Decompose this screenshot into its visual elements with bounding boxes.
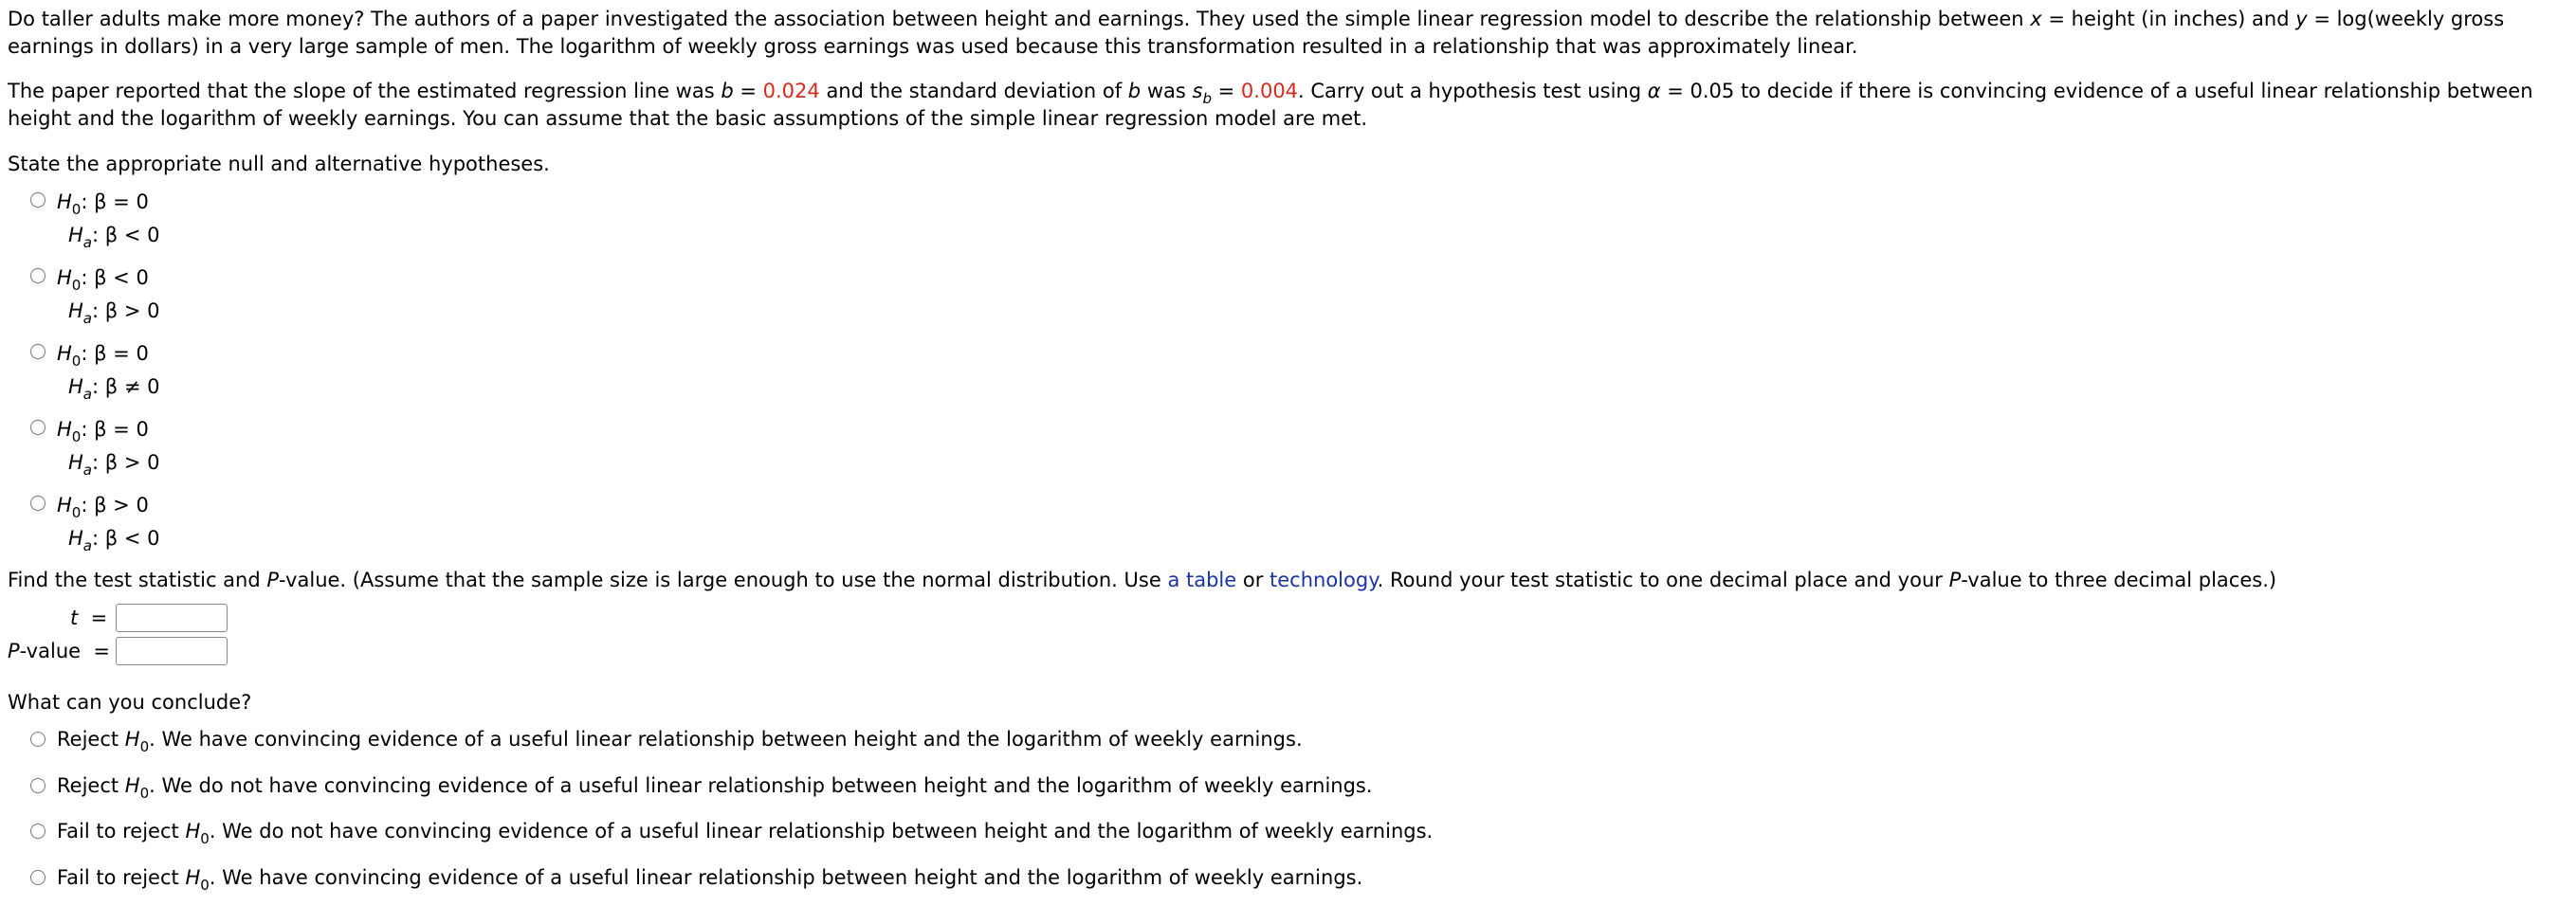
conclusion-prompt: What can you conclude? — [8, 691, 252, 714]
radio-button[interactable] — [30, 496, 46, 511]
intro-text: = height (in inches) and — [2041, 8, 2296, 30]
given-text: = 0.05 to decide if there is convincing evidence of a useful linear relationship between height and the logarithm of weekly earnings. You can assume that the basic assumptions of the simple linear regression model are met. — [8, 80, 2533, 130]
alternative-hypothesis: $H_a$: β < 0 — [68, 224, 160, 251]
alternative-hypothesis: $H_a$: β > 0 — [68, 451, 160, 479]
slope-symbol: b — [1127, 80, 1142, 102]
given-text: was — [1141, 80, 1193, 102]
sd-subscript: b — [1202, 90, 1212, 107]
t-statistic-input[interactable] — [116, 604, 228, 632]
test-prompt-text: -value. (Assume that the sample size is large enough to use the normal distribution. Use — [279, 569, 1168, 591]
given-text: . Carry out a hypothesis test using — [1298, 80, 1648, 102]
radio-button[interactable] — [30, 870, 46, 885]
given-text: = — [1211, 80, 1241, 102]
sd-value: 0.004 — [1240, 80, 1299, 102]
test-prompt-text: or — [1236, 569, 1270, 591]
t-label — [70, 604, 107, 632]
test-prompt — [8, 567, 2558, 594]
conclusion-text: Reject $H_0$. We do not have convincing evidence of a useful linear relationship between height and the logarithm of weekly earnings. — [57, 774, 1373, 802]
x-variable: x — [2030, 8, 2042, 30]
conclusion-text: Fail to reject $H_0$. We have convincing evidence of a useful linear relationship between height and the logarithm of weekly earnings. — [57, 866, 1363, 894]
y-variable: y — [2295, 8, 2308, 30]
p-value-input[interactable] — [116, 637, 228, 665]
null-hypothesis: $H_0$: β = 0 — [57, 342, 149, 370]
given-paragraph — [8, 78, 2558, 133]
alternative-hypothesis: $H_a$: β < 0 — [68, 527, 160, 554]
test-prompt-text: Find the test statistic and — [8, 569, 267, 591]
conclusion-text: Fail to reject $H_0$. We do not have convincing evidence of a useful linear relationship between height and the logarithm of weekly earnings. — [57, 820, 1434, 847]
table-link[interactable]: a table — [1167, 569, 1237, 591]
p-symbol: P — [8, 640, 20, 662]
p-symbol: P — [266, 569, 280, 591]
alpha-symbol: α — [1647, 80, 1661, 102]
alternative-hypothesis: $H_a$: β ≠ 0 — [68, 375, 160, 403]
equals-sign: = — [93, 640, 111, 662]
given-text: = — [733, 80, 763, 102]
p-symbol: P — [1948, 569, 1962, 591]
t-symbol: t — [70, 607, 79, 629]
null-hypothesis: $H_0$: β > 0 — [57, 494, 149, 521]
radio-button[interactable] — [30, 192, 46, 208]
null-hypothesis: $H_0$: β < 0 — [57, 266, 149, 294]
radio-button[interactable] — [30, 268, 46, 283]
hypotheses-prompt: State the appropriate null and alternative hypotheses. — [8, 153, 550, 175]
radio-button[interactable] — [30, 420, 46, 435]
technology-link[interactable]: technology — [1270, 569, 1378, 591]
conclusion-text: Reject $H_0$. We have convincing evidence of a useful linear relationship between height and the logarithm of weekly earnings. — [57, 728, 1303, 755]
radio-button[interactable] — [30, 778, 46, 793]
given-text: The paper reported that the slope of the estimated regression line was — [8, 80, 722, 102]
intro-paragraph — [8, 6, 2558, 61]
test-prompt-text: . Round your test statistic to one decimal place and your — [1377, 569, 1949, 591]
intro-text: Do taller adults make more money? The authors of a paper investigated the association between height and earnings. They used the simple linear regression model to describe the relationship between — [8, 8, 2031, 30]
radio-button[interactable] — [30, 824, 46, 839]
p-value-label — [8, 637, 110, 665]
intro-text: = log(weekly gross earnings in dollars) in a very large sample of men. The logarithm of weekly gross earnings was used because this transformation resulted in a relationship that was approximately linear. — [8, 8, 2505, 58]
p-value-label-text: -value — [19, 640, 82, 662]
null-hypothesis: $H_0$: β = 0 — [57, 418, 149, 445]
radio-button[interactable] — [30, 732, 46, 747]
test-prompt-text: -value to three decimal places.) — [1961, 569, 2277, 591]
radio-button[interactable] — [30, 344, 46, 359]
slope-value: 0.024 — [762, 80, 820, 102]
null-hypothesis: $H_0$: β = 0 — [57, 190, 149, 218]
slope-symbol: b — [721, 80, 734, 102]
equals-sign: = — [90, 607, 108, 629]
given-text: and the standard deviation of — [819, 80, 1128, 102]
sd-symbol: s — [1192, 80, 1203, 102]
alternative-hypothesis: $H_a$: β > 0 — [68, 299, 160, 327]
